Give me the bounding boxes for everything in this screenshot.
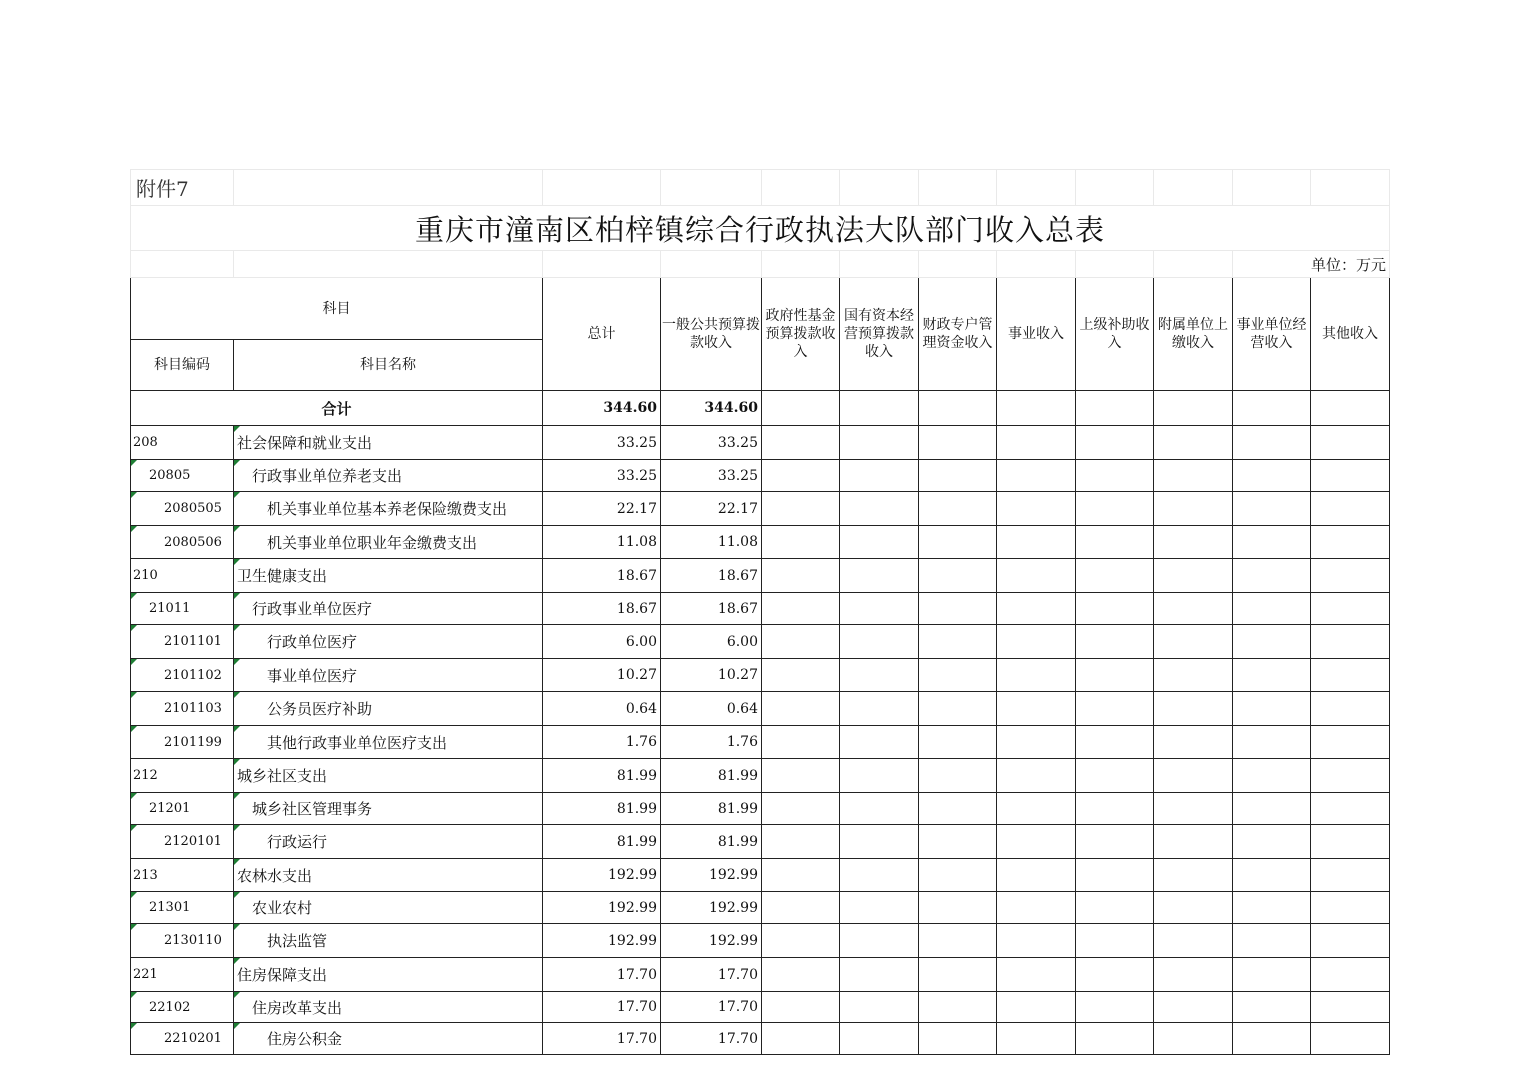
subject-code: 2101101 (131, 625, 234, 659)
header-fiscal-special: 财政专户管理资金收入 (919, 278, 997, 391)
total-label: 合计 (131, 391, 543, 426)
empty-cell (762, 992, 840, 1023)
subject-name: 行政事业单位医疗 (234, 593, 543, 625)
empty-cell (1233, 825, 1311, 859)
header-affiliated-turnover: 附属单位上缴收入 (1154, 278, 1233, 391)
empty-cell (840, 992, 919, 1023)
subject-name: 住房保障支出 (234, 958, 543, 992)
empty-cell (997, 924, 1076, 958)
subject-name: 住房改革支出 (234, 992, 543, 1023)
subject-code: 21201 (131, 793, 234, 825)
empty-cell (997, 992, 1076, 1023)
row-total: 192.99 (543, 892, 661, 924)
empty-cell (919, 825, 997, 859)
row-total: 11.08 (543, 526, 661, 559)
subject-code: 212 (131, 759, 234, 793)
row-general-budget: 81.99 (661, 759, 762, 793)
empty-cell (919, 692, 997, 726)
empty-cell (1154, 593, 1233, 625)
empty-cell (1076, 1023, 1154, 1055)
empty-cell (1076, 593, 1154, 625)
empty-cell (1154, 892, 1233, 924)
empty-cell (1311, 692, 1390, 726)
subject-name: 农业农村 (234, 892, 543, 924)
empty-cell (1076, 692, 1154, 726)
empty-cell (919, 892, 997, 924)
header-general-budget: 一般公共预算拨款收入 (661, 278, 762, 391)
empty-cell (1233, 460, 1311, 492)
empty-cell (1233, 526, 1311, 559)
empty-cell (997, 559, 1076, 593)
empty-cell (1154, 492, 1233, 526)
empty-cell (762, 793, 840, 825)
empty-cell (1233, 892, 1311, 924)
empty-cell (1154, 559, 1233, 593)
row-general-budget: 18.67 (661, 559, 762, 593)
empty-cell (919, 793, 997, 825)
table-row (131, 460, 1390, 492)
empty-cell (840, 825, 919, 859)
empty-cell (1076, 426, 1154, 460)
header-business-income: 事业收入 (997, 278, 1076, 391)
table-row (131, 1023, 1390, 1055)
table-row (131, 726, 1390, 759)
subject-name: 住房公积金 (234, 1023, 543, 1055)
empty-cell (762, 559, 840, 593)
total-sum: 344.60 (543, 391, 661, 426)
subject-name: 执法监管 (234, 924, 543, 958)
empty-cell (762, 625, 840, 659)
empty-cell (762, 1023, 840, 1055)
row-total: 17.70 (543, 992, 661, 1023)
table-row (131, 659, 1390, 692)
empty-cell (1233, 559, 1311, 593)
subject-code: 2080505 (131, 492, 234, 526)
row-total: 18.67 (543, 593, 661, 625)
empty-cell (1233, 859, 1311, 892)
row-general-budget: 6.00 (661, 625, 762, 659)
empty-cell (919, 1023, 997, 1055)
subject-code: 2080506 (131, 526, 234, 559)
empty-cell (1076, 958, 1154, 992)
subject-code: 2101102 (131, 659, 234, 692)
row-general-budget: 10.27 (661, 659, 762, 692)
empty-cell (997, 859, 1076, 892)
empty-cell (1311, 1023, 1390, 1055)
empty-cell (840, 692, 919, 726)
empty-cell (1154, 793, 1233, 825)
empty-cell (919, 924, 997, 958)
empty-cell (997, 892, 1076, 924)
total-row (131, 391, 1390, 426)
table-row (131, 426, 1390, 460)
empty-cell (1311, 460, 1390, 492)
empty-cell (1233, 726, 1311, 759)
table-row (131, 759, 1390, 793)
empty-cell (919, 426, 997, 460)
empty-cell (840, 625, 919, 659)
empty-cell (1311, 992, 1390, 1023)
empty-cell (1233, 692, 1311, 726)
empty-cell (840, 1023, 919, 1055)
empty-cell (1311, 825, 1390, 859)
empty-cell (1076, 892, 1154, 924)
subject-name: 机关事业单位基本养老保险缴费支出 (234, 492, 543, 526)
header-gov-fund: 政府性基金预算拨款收入 (762, 278, 840, 391)
empty-cell (919, 460, 997, 492)
row-general-budget: 33.25 (661, 460, 762, 492)
empty-cell (1076, 625, 1154, 659)
empty-cell (762, 892, 840, 924)
table-row (131, 526, 1390, 559)
row-total: 1.76 (543, 726, 661, 759)
subject-name: 机关事业单位职业年金缴费支出 (234, 526, 543, 559)
empty-cell (762, 692, 840, 726)
empty-cell (997, 692, 1076, 726)
empty-cell (1076, 825, 1154, 859)
empty-cell (997, 825, 1076, 859)
row-total: 33.25 (543, 426, 661, 460)
empty-cell (1233, 793, 1311, 825)
empty-cell (840, 659, 919, 692)
unit-label: 单位：万元 (1233, 251, 1390, 278)
empty-cell (1076, 492, 1154, 526)
empty-cell (840, 492, 919, 526)
empty-cell (840, 958, 919, 992)
empty-cell (762, 924, 840, 958)
empty-cell (1076, 859, 1154, 892)
empty-cell (762, 859, 840, 892)
empty-cell (840, 426, 919, 460)
empty-cell (762, 659, 840, 692)
row-total: 33.25 (543, 460, 661, 492)
empty-cell (1311, 759, 1390, 793)
table-row (131, 625, 1390, 659)
empty-cell (1154, 859, 1233, 892)
empty-cell (1154, 526, 1233, 559)
subject-name: 公务员医疗补助 (234, 692, 543, 726)
empty-cell (840, 759, 919, 793)
subject-code: 213 (131, 859, 234, 892)
empty-cell (1233, 625, 1311, 659)
empty-cell (1311, 924, 1390, 958)
subject-code: 21301 (131, 892, 234, 924)
income-summary-sheet (130, 169, 1389, 1055)
table-row (131, 793, 1390, 825)
subject-name: 行政运行 (234, 825, 543, 859)
empty-cell (1233, 924, 1311, 958)
subject-name: 事业单位医疗 (234, 659, 543, 692)
empty-cell (1154, 726, 1233, 759)
empty-cell (1154, 692, 1233, 726)
empty-cell (1311, 892, 1390, 924)
empty-cell (1076, 992, 1154, 1023)
empty-cell (1154, 759, 1233, 793)
row-general-budget: 81.99 (661, 825, 762, 859)
empty-cell (1076, 460, 1154, 492)
empty-cell (1233, 958, 1311, 992)
subject-name: 卫生健康支出 (234, 559, 543, 593)
empty-cell (1311, 859, 1390, 892)
table-row (131, 924, 1390, 958)
empty-cell (919, 992, 997, 1023)
empty-cell (840, 726, 919, 759)
subject-code: 2120101 (131, 825, 234, 859)
empty-cell (1154, 924, 1233, 958)
empty-cell (1311, 659, 1390, 692)
empty-cell (1311, 559, 1390, 593)
empty-cell (919, 593, 997, 625)
empty-cell (997, 726, 1076, 759)
empty-cell (840, 793, 919, 825)
row-general-budget: 11.08 (661, 526, 762, 559)
empty-cell (997, 625, 1076, 659)
empty-cell (1311, 726, 1390, 759)
empty-cell (1154, 659, 1233, 692)
empty-cell (997, 593, 1076, 625)
empty-cell (1076, 559, 1154, 593)
header-superior-subsidy: 上级补助收入 (1076, 278, 1154, 391)
empty-cell (762, 759, 840, 793)
subject-code: 210 (131, 559, 234, 593)
row-total: 81.99 (543, 825, 661, 859)
empty-cell (1233, 593, 1311, 625)
empty-cell (1076, 793, 1154, 825)
header-unit-operating: 事业单位经营收入 (1233, 278, 1311, 391)
subject-name: 行政单位医疗 (234, 625, 543, 659)
empty-cell (1076, 726, 1154, 759)
empty-cell (919, 526, 997, 559)
empty-cell (1233, 992, 1311, 1023)
attachment-label: 附件7 (131, 170, 234, 206)
header-state-capital: 国有资本经营预算拨款收入 (840, 278, 919, 391)
empty-cell (840, 593, 919, 625)
empty-cell (1311, 958, 1390, 992)
empty-cell (762, 825, 840, 859)
table-row (131, 492, 1390, 526)
row-general-budget: 192.99 (661, 892, 762, 924)
subject-name: 城乡社区管理事务 (234, 793, 543, 825)
row-general-budget: 17.70 (661, 1023, 762, 1055)
empty-cell (840, 892, 919, 924)
empty-cell (919, 492, 997, 526)
row-total: 192.99 (543, 924, 661, 958)
header-code: 科目编码 (131, 340, 234, 391)
empty-cell (1154, 825, 1233, 859)
header-name: 科目名称 (234, 340, 543, 391)
empty-cell (1154, 1023, 1233, 1055)
subject-name: 城乡社区支出 (234, 759, 543, 793)
table-row (131, 892, 1390, 924)
empty-cell (997, 526, 1076, 559)
empty-cell (1311, 625, 1390, 659)
income-summary-table (130, 169, 1390, 1055)
empty-cell (1233, 759, 1311, 793)
empty-cell (1233, 426, 1311, 460)
subject-code: 20805 (131, 460, 234, 492)
empty-cell (1311, 593, 1390, 625)
empty-cell (997, 759, 1076, 793)
row-general-budget: 17.70 (661, 958, 762, 992)
row-total: 10.27 (543, 659, 661, 692)
row-total: 0.64 (543, 692, 661, 726)
row-general-budget: 22.17 (661, 492, 762, 526)
header-total: 总计 (543, 278, 661, 391)
empty-cell (997, 492, 1076, 526)
row-general-budget: 1.76 (661, 726, 762, 759)
empty-cell (1076, 759, 1154, 793)
empty-cell (1076, 924, 1154, 958)
empty-cell (1311, 526, 1390, 559)
empty-cell (919, 559, 997, 593)
row-general-budget: 17.70 (661, 992, 762, 1023)
empty-cell (997, 659, 1076, 692)
empty-cell (1154, 625, 1233, 659)
empty-cell (762, 958, 840, 992)
empty-cell (1233, 1023, 1311, 1055)
subject-code: 208 (131, 426, 234, 460)
row-general-budget: 81.99 (661, 793, 762, 825)
empty-cell (919, 659, 997, 692)
empty-cell (762, 526, 840, 559)
empty-cell (1154, 460, 1233, 492)
empty-cell (1154, 426, 1233, 460)
subject-name: 农林水支出 (234, 859, 543, 892)
empty-cell (919, 759, 997, 793)
empty-cell (840, 559, 919, 593)
subject-code: 2130110 (131, 924, 234, 958)
empty-cell (840, 526, 919, 559)
empty-cell (1076, 526, 1154, 559)
subject-name: 行政事业单位养老支出 (234, 460, 543, 492)
row-total: 192.99 (543, 859, 661, 892)
empty-cell (762, 460, 840, 492)
total-general-budget: 344.60 (661, 391, 762, 426)
empty-cell (1311, 426, 1390, 460)
row-total: 81.99 (543, 759, 661, 793)
row-total: 17.70 (543, 1023, 661, 1055)
empty-cell (762, 726, 840, 759)
header-subject: 科目 (131, 278, 543, 340)
empty-cell (997, 958, 1076, 992)
empty-cell (1076, 659, 1154, 692)
row-total: 6.00 (543, 625, 661, 659)
table-row (131, 859, 1390, 892)
header-other-income: 其他收入 (1311, 278, 1390, 391)
empty-cell (1154, 958, 1233, 992)
empty-cell (840, 859, 919, 892)
empty-cell (997, 460, 1076, 492)
empty-cell (840, 460, 919, 492)
empty-cell (1154, 992, 1233, 1023)
row-total: 22.17 (543, 492, 661, 526)
table-row (131, 559, 1390, 593)
empty-cell (1311, 793, 1390, 825)
empty-cell (762, 426, 840, 460)
empty-cell (840, 924, 919, 958)
table-row (131, 692, 1390, 726)
page-title: 重庆市潼南区柏梓镇综合行政执法大队部门收入总表 (131, 206, 1390, 251)
table-row (131, 958, 1390, 992)
empty-cell (997, 1023, 1076, 1055)
empty-cell (997, 426, 1076, 460)
row-general-budget: 0.64 (661, 692, 762, 726)
empty-cell (762, 492, 840, 526)
empty-cell (919, 625, 997, 659)
empty-cell (762, 593, 840, 625)
subject-code: 221 (131, 958, 234, 992)
subject-name: 社会保障和就业支出 (234, 426, 543, 460)
subject-name: 其他行政事业单位医疗支出 (234, 726, 543, 759)
empty-cell (1311, 492, 1390, 526)
row-total: 17.70 (543, 958, 661, 992)
empty-cell (997, 793, 1076, 825)
subject-code: 2210201 (131, 1023, 234, 1055)
table-row (131, 593, 1390, 625)
row-general-budget: 33.25 (661, 426, 762, 460)
table-row (131, 825, 1390, 859)
empty-cell (919, 726, 997, 759)
empty-cell (919, 958, 997, 992)
row-general-budget: 192.99 (661, 859, 762, 892)
table-row (131, 992, 1390, 1023)
subject-code: 2101199 (131, 726, 234, 759)
empty-cell (1233, 492, 1311, 526)
subject-code: 22102 (131, 992, 234, 1023)
empty-cell (919, 859, 997, 892)
row-general-budget: 18.67 (661, 593, 762, 625)
empty-cell (1233, 659, 1311, 692)
row-total: 81.99 (543, 793, 661, 825)
row-total: 18.67 (543, 559, 661, 593)
subject-code: 21011 (131, 593, 234, 625)
row-general-budget: 192.99 (661, 924, 762, 958)
subject-code: 2101103 (131, 692, 234, 726)
